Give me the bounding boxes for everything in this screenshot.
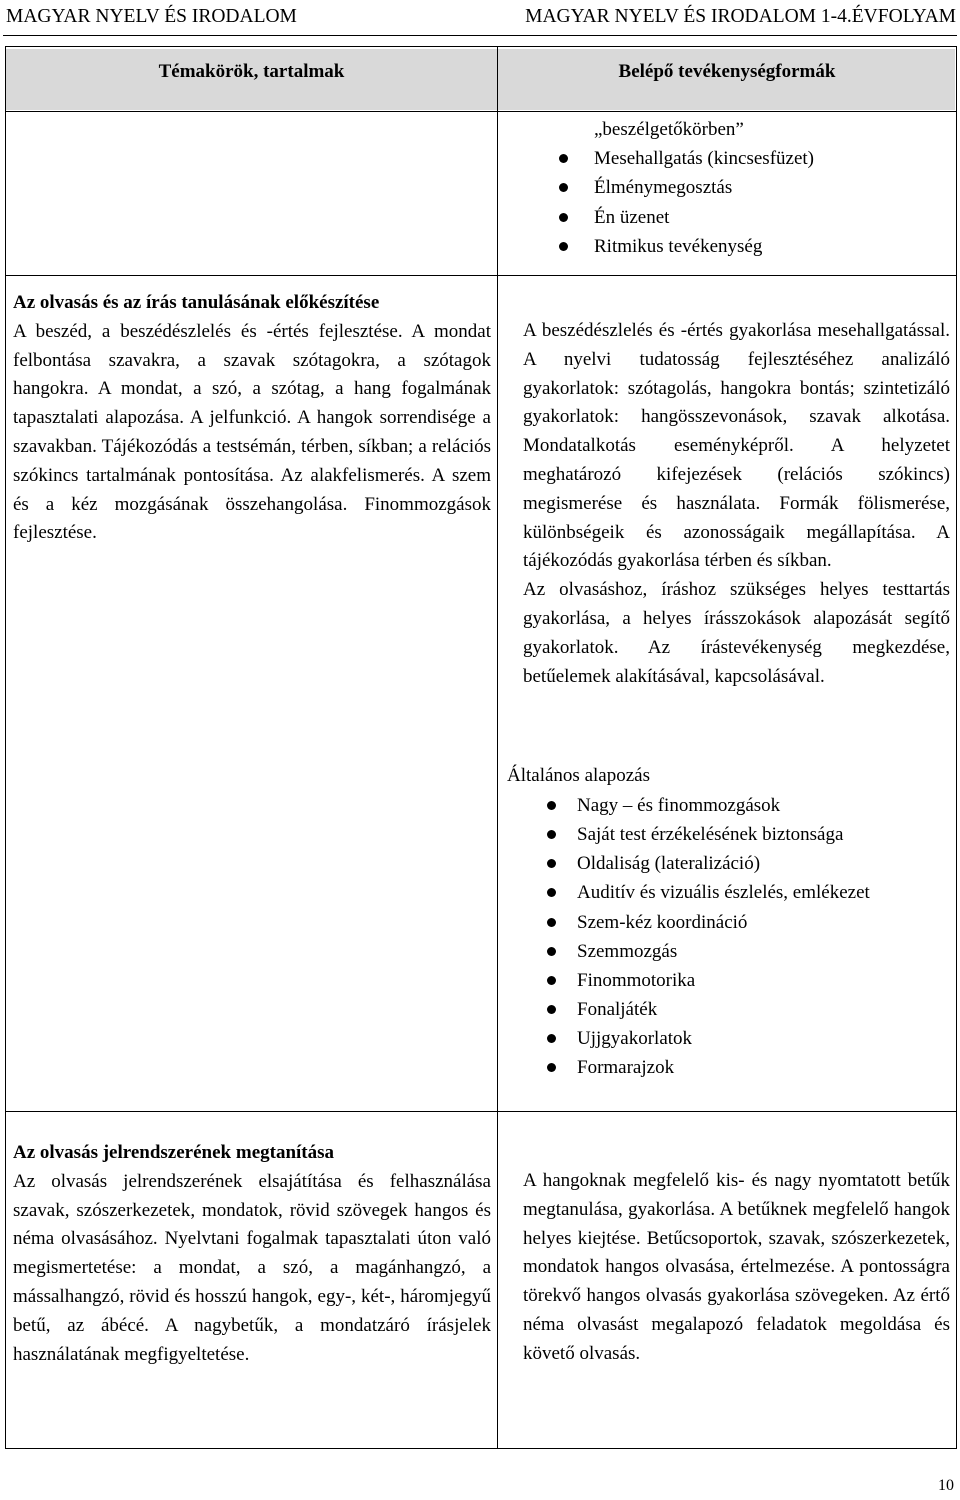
table-border-top xyxy=(5,46,957,47)
bullet-text: Mesehallgatás (kincsesfüzet) xyxy=(594,148,814,170)
bullet-item xyxy=(507,995,947,1024)
bullet-item xyxy=(550,232,950,261)
header-left-title: MAGYAR NYELV ÉS IRODALOM xyxy=(6,6,297,27)
row3-topics xyxy=(13,1139,491,1369)
bullet-item xyxy=(507,820,947,849)
row2-topics xyxy=(13,289,491,548)
bullet-dot-icon xyxy=(559,183,568,192)
bullet-text: Élménymegosztás xyxy=(594,177,733,199)
page-number: 10 xyxy=(938,1477,954,1494)
bullet-text: Én üzenet xyxy=(594,206,670,228)
row1-bullet-list xyxy=(550,144,950,261)
header-row-divider xyxy=(5,111,957,112)
bullet-item xyxy=(507,937,947,966)
table-border-left xyxy=(5,46,6,1449)
bullet-text: Ujjgyakorlatok xyxy=(577,1028,693,1050)
row2-text: A beszéd, a beszédészlelés és -értés fejlesztése. A mondat felbontása szavakra, a szavak szótagokra, a szótagok hangokra. A mondat, a szó, a szótag, a hang fogalmának tapasztalati alapozása. A jelfunkció. A hangok sorrendisége a szavakban. Tájékozódás a testsémán, térben, síkban; a relációs szókincs tartalmának pontosítása. Az alakfelismerés. A szem és a kéz mozgásának összehangolása. Finommozgások fejlesztése. xyxy=(13,320,491,544)
row2-title: Az olvasás és az írás tanulásának előkészítése xyxy=(13,292,380,313)
header-right-title: MAGYAR NYELV ÉS IRODALOM 1-4.ÉVFOLYAM xyxy=(525,6,956,27)
row2-para1: A beszédészlelés és -értés gyakorlása mesehallgatással. A nyelvi tudatosság fejlesztéséhez analizáló gyakorlatok: szótagolás, hangokra bontás; szintetizáló gyakorlatok: hangösszevonások, szavak alkotása. Mondatalkotás eseményképről. A helyzetet meghatározó kifejezések (relációs szókincs) megismerése és használata. Formák fölismerése, különbségeik és azonosságaik megállapítása. A tájékozódás gyakorlása térben és síkban. xyxy=(523,320,950,572)
row1-intro: „beszélgetőkörben” xyxy=(594,119,744,140)
bullet-item xyxy=(507,1053,947,1082)
bullet-item xyxy=(550,203,950,232)
bullet-dot-icon xyxy=(547,888,556,897)
table-border-right xyxy=(956,46,957,1449)
row3-text: Az olvasás jelrendszerének elsajátítása és felhasználása szavak, szószerkezetek, mondatok, rövid szövegek hangos és néma olvasásához. Nyelvtani fogalmak tapasztalati úton való megismertetése: a mondat, a szó, a magánhangzó, a mássalhangzó, rövid és hosszú hangok, egy-, két-, háromjegyű betű, az ábécé. A nagybetűk, a mondatzáró írásjelek használatának megfigyeltetése. xyxy=(13,1170,491,1365)
bullet-item xyxy=(507,908,947,937)
bullet-item xyxy=(507,849,947,878)
table-column-divider xyxy=(497,46,498,1449)
bullet-dot-icon xyxy=(547,918,556,927)
table-border-bottom xyxy=(5,1448,957,1449)
bullet-dot-icon xyxy=(547,1005,556,1014)
bullet-text: Fonaljáték xyxy=(577,999,658,1021)
bullet-item xyxy=(507,878,947,907)
column-header-activities: Belépő tevékenységformák xyxy=(618,61,836,82)
bullet-dot-icon xyxy=(547,976,556,985)
bullet-item xyxy=(507,791,947,820)
bullet-text: Formarajzok xyxy=(577,1057,675,1079)
bullet-text: Auditív és vizuális észlelés, emlékezet xyxy=(577,882,870,904)
general-foundation-list xyxy=(507,791,947,1083)
bullet-dot-icon xyxy=(547,859,556,868)
bullet-text: Oldaliság (lateralizáció) xyxy=(577,853,761,875)
bullet-dot-icon xyxy=(547,947,556,956)
bullet-item xyxy=(507,966,947,995)
row2-activities xyxy=(523,317,950,691)
header-rule xyxy=(3,35,957,36)
bullet-text: Ritmikus tevékenység xyxy=(594,235,763,257)
bullet-dot-icon xyxy=(547,801,556,810)
row1-activities xyxy=(550,115,950,261)
bullet-text: Szem-kéz koordináció xyxy=(577,911,748,933)
bullet-text: Szemmozgás xyxy=(577,940,678,962)
row1-divider xyxy=(5,275,957,276)
bullet-dot-icon xyxy=(559,242,568,251)
bullet-dot-icon xyxy=(547,1034,556,1043)
running-header xyxy=(0,4,960,30)
general-foundation-title: Általános alapozás xyxy=(507,765,650,786)
bullet-item xyxy=(550,173,950,202)
row3-activities: A hangoknak megfelelő kis- és nagy nyomtatott betűk megtanulása, gyakorlása. A betűknek megfelelő hangok helyes kiejtése. Betűcsoportok, szavak, szószerkezetek, mondatok hangos olvasása, értelmezése. A pontosságra törekvő hangos olvasás gyakorlása szövegeken. Az értő néma olvasást megalapozó feladatok megoldása és követő olvasás. xyxy=(523,1170,950,1364)
bullet-dot-icon xyxy=(559,213,568,222)
bullet-item xyxy=(507,1024,947,1053)
bullet-dot-icon xyxy=(559,154,568,163)
bullet-dot-icon xyxy=(547,830,556,839)
bullet-text: Finommotorika xyxy=(577,969,696,991)
row3-title: Az olvasás jelrendszerének megtanítása xyxy=(13,1142,335,1163)
column-header-topics: Témakörök, tartalmak xyxy=(158,61,345,82)
bullet-item xyxy=(550,144,950,173)
bullet-dot-icon xyxy=(547,1063,556,1072)
row2-divider xyxy=(5,1111,957,1112)
bullet-text: Saját test érzékelésének biztonsága xyxy=(577,823,844,845)
row2-para2: Az olvasáshoz, íráshoz szükséges helyes testtartás gyakorlása, a helyes írásszokások alapozását segítő gyakorlatok. Az írástevékenység megkezdése, betűelemek alakításával, kapcsolásával. xyxy=(523,579,950,687)
bullet-text: Nagy – és finommozgások xyxy=(577,794,781,816)
general-foundation xyxy=(507,762,947,1083)
